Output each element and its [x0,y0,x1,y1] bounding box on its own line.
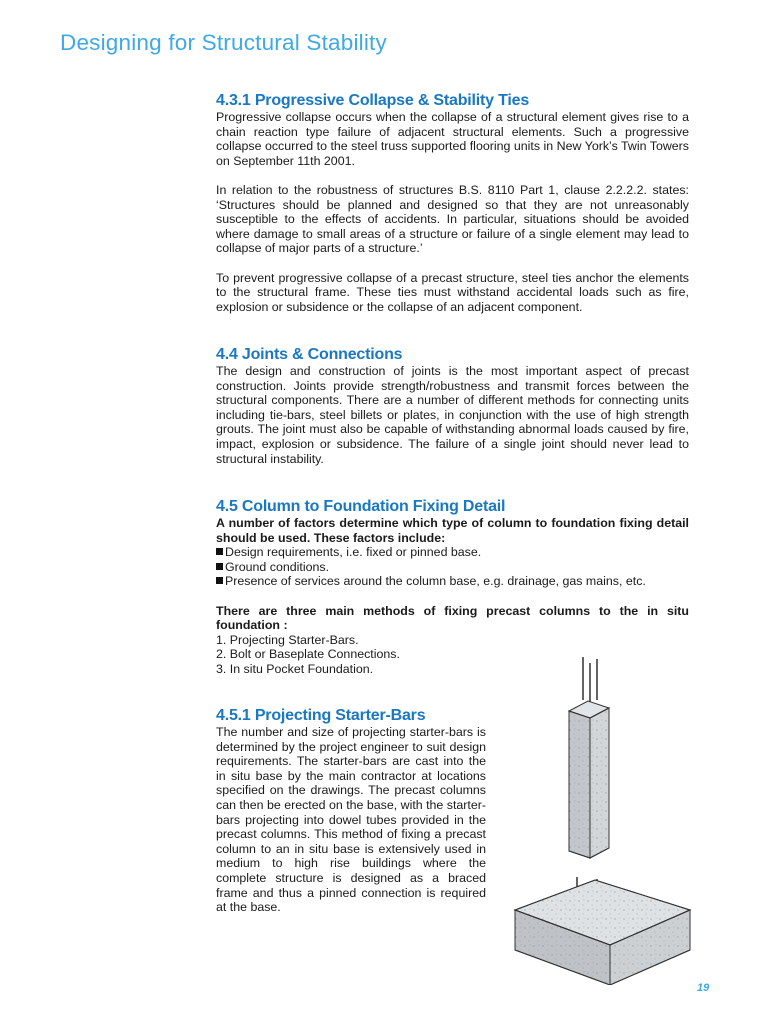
bullet-item: Design requirements, i.e. fixed or pinned base. [216,545,689,560]
methods-intro: There are three main methods of fixing precast columns to the in situ foundation : [216,603,689,633]
bullet-item: Ground conditions. [216,560,689,575]
page-title: Designing for Structural Stability [60,30,387,55]
method-item: 2. Bolt or Baseplate Connections. [216,647,400,662]
column-base-illustration [505,655,705,985]
method-item: 1. Projecting Starter-Bars. [216,632,359,647]
bullet-square-icon [216,548,223,555]
paragraph: The design and construction of joints is the most important aspect of precast construction. Joints provide strength/robustness and transmit forces between the structural components. There are a number of different methods for connecting units including tie-bars, steel billets or plates, in conjunction with the use of high strength grouts. The joint must also be capable of withstanding abnormal loads caused by fire, impact, explosion or subsidence. The failure of a single joint should never lead to structural instability. [216,364,689,466]
paragraph: To prevent progressive collapse of a precast structure, steel ties anchor the elements to the structural frame. These ties must withstand accidental loads such as fire, explosion or subsidence or the collapse of an adjacent component. [216,270,689,314]
method-item: 3. In situ Pocket Foundation. [216,661,374,676]
section-heading: 4.5.1 Projecting Starter-Bars [216,707,426,724]
bullet-square-icon [216,563,223,570]
bullet-square-icon [216,577,223,584]
section-heading: 4.3.1 Progressive Collapse & Stability Ties [216,92,530,109]
bullet-item: Presence of services around the column base, e.g. drainage, gas mains, etc. [216,574,689,589]
intro-text: A number of factors determine which type of column to foundation fixing detail should be used. These factors include: [216,516,689,545]
paragraph: The number and size of projecting starter-bars is determined by the project engineer to suit design requirements. The starter-bars are cast into the in situ base by the main contractor at locations specified on the drawings. The precast columns can then be erected on the base, with the starter-bars projecting into dowel tubes provided in the precast columns. This method of fixing a precast column to an in situ base is extensively used in medium to high rise buildings where the complete structure is designed as a braced frame and thus a pinned connection is required at the base. [216,725,487,915]
section-progressive-collapse [216,92,689,314]
paragraph: Progressive collapse occurs when the collapse of a structural element gives rise to a chain reaction type failure of adjacent structural elements. Such a progressive collapse occurred to the steel truss supported flooring units in New York’s Twin Towers on September 11th 2001. [216,110,689,168]
page-number: 19 [697,982,710,994]
section-column-foundation [216,498,689,677]
paragraph: In relation to the robustness of structures B.S. 8110 Part 1, clause 2.2.2.2. states: ‘Structures should be planned and designed so that they are not unreasonably susceptible to the effects of accidents. In particular, situations should be avoided where damage to small areas of a structure or failure of a single element may lead to collapse of major parts of a structure.’ [216,182,689,256]
precast-column-icon [569,701,609,858]
section-heading: 4.5 Column to Foundation Fixing Detail [216,498,506,515]
in-situ-base-icon [515,880,690,985]
section-heading: 4.4 Joints & Connections [216,346,403,363]
section-starter-bars [216,707,486,915]
section-joints [216,346,689,466]
column-bars-icon [583,657,597,703]
